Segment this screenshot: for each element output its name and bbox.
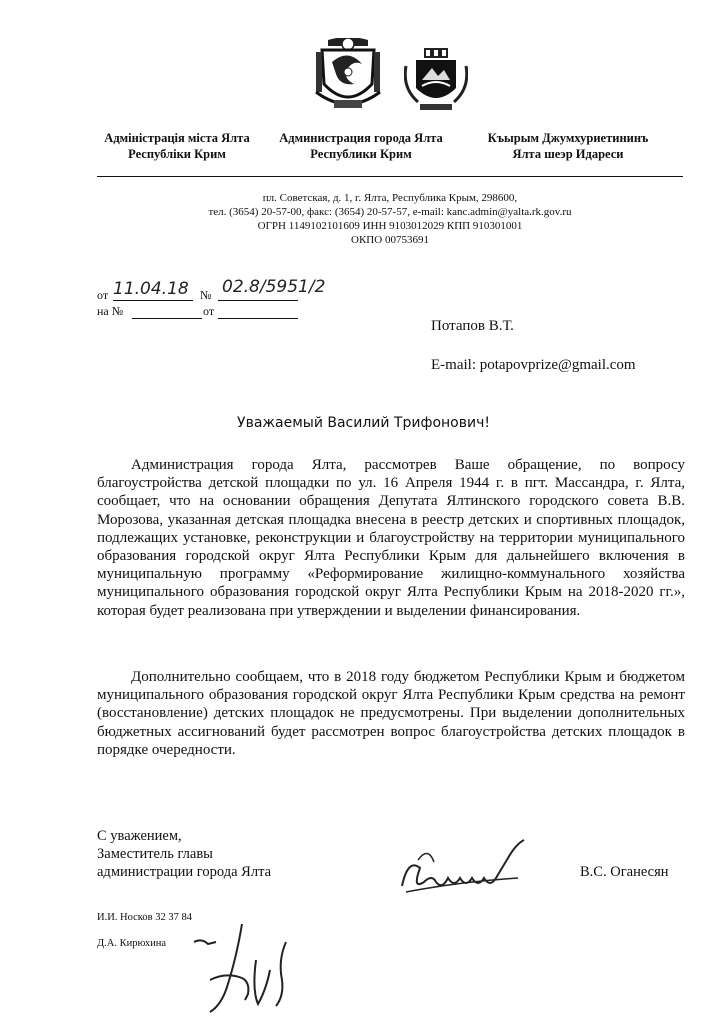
recipient-email: E-mail: potapovprize@gmail.com: [431, 357, 636, 373]
reference-prefix: на №: [97, 304, 124, 318]
header-russian-line1: Администрация города Ялта: [279, 131, 443, 145]
registration-number-prefix: №: [200, 288, 212, 302]
closing-organization: администрации города Ялта: [97, 864, 272, 880]
address-line1: пл. Советская, д. 1, г. Ялта, Республика Крым, 298600,: [262, 192, 518, 204]
header-ukrainian-line1: Адміністрація міста Ялта: [104, 131, 250, 145]
registration-number-line: [218, 300, 298, 301]
header-ukrainian-line2: Республіки Крим: [128, 147, 226, 161]
paragraph-2: Дополнительно сообщаем, что в 2018 году бюджетом Республики Крым и бюджетом муниципального образования городской округ Ялта Республики Крым средства на ремонт (восстановление) детских площадок не предусмотрены. При выделении дополнительных бюджетных ассигнований будет рассмотрен вопрос благоустройства детских площадок в порядке очередности.: [97, 669, 685, 758]
address-line3: ОГРН 1149102101609 ИНН 9103012029 КПП 910301001: [257, 220, 523, 232]
header-divider: [97, 176, 683, 177]
header-ukrainian: [92, 130, 262, 162]
executor-info: И.И. Носков 32 37 84: [97, 912, 192, 923]
salutation: Уважаемый Василий Трифонович!: [237, 415, 490, 431]
registration-date-line: [113, 300, 193, 301]
handwritten-signature-icon: [398, 838, 528, 905]
reference-number-line: [132, 318, 202, 319]
header-crimean-tatar-line1: Къырым Джумхуриетининъ: [487, 131, 649, 145]
header-russian-line2: Республики Крим: [310, 147, 412, 161]
closing-greeting: С уважением,: [97, 828, 182, 844]
registration-date: 11.04.18: [113, 279, 189, 299]
address-line2: тел. (3654) 20-57-00, факс: (3654) 20-57-57, e-mail: kanc.admin@yalta.rk.gov.ru: [208, 206, 572, 218]
closing-position: Заместитель главы: [97, 846, 213, 862]
signatory-name: В.С. Оганесян: [580, 864, 669, 880]
approval-signature-icon: [186, 920, 316, 1025]
paragraph-1: Администрация города Ялта, рассмотрев Ваше обращение, по вопросу благоустройства детской площадки по ул. 16 Апреля 1944 г. в пгт. Массандра, г. Ялта, сообщает, что на основании обращения Депутата Ялтинского городского совета В.В. Морозова, указанная детская площадка внесена в реестр детских и спортивных площадок, подлежащих установке, реконструкции и благоустройству на территории муниципального образования городской округ Ялта Республики Крым для дальнейшего включения в муниципальную программу «Реформирование жилищно-коммунального хозяйства муниципального образования городской округ Ялта Республики Крым на 2018-2020 гг.», которая будет реализована при утверждении и выделении финансирования.: [97, 457, 685, 619]
yalta-coat-of-arms-icon: [404, 48, 468, 112]
registration-from-prefix: от: [97, 288, 109, 302]
address-block: [120, 191, 660, 247]
address-line4: ОКПО 00753691: [351, 234, 429, 246]
approver-info: Д.А. Кирюхина: [97, 938, 167, 949]
header-russian: [268, 130, 454, 162]
crimea-coat-of-arms-icon: [314, 38, 382, 112]
header-crimean-tatar: [468, 130, 668, 162]
registration-number: 02.8/5951/2: [222, 277, 326, 297]
header-crimean-tatar-line2: Ялта шеэр Идареси: [512, 147, 624, 161]
reference-date-line: [218, 318, 298, 319]
reference-from-prefix: от: [203, 304, 215, 318]
recipient-name: Потапов В.Т.: [431, 318, 514, 334]
